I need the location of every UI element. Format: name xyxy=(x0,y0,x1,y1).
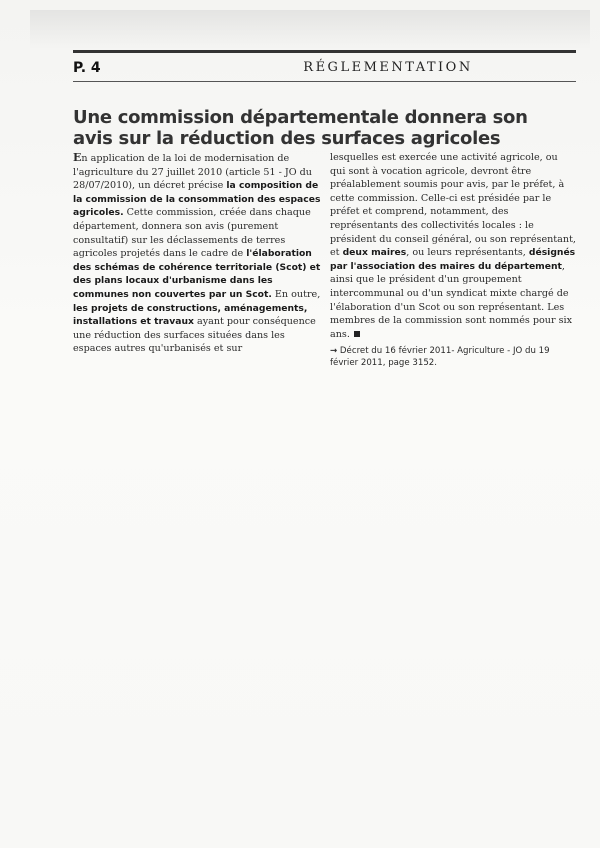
page-header xyxy=(73,50,576,84)
body-text: , ou leurs représentants, xyxy=(406,247,529,259)
body-text: En outre, xyxy=(271,288,321,300)
body-bold-text: l'élaboration des schémas de cohérence territoriale (Scot) et des plans locaux d'urbanisme dans les communes non couvertes par un Scot. xyxy=(73,248,321,300)
body-text: Cette commission, créée dans chaque département, donnera son avis (purement consultatif) sur les déclassements de terres agricoles projetés dans le cadre de xyxy=(73,207,311,260)
section-title: RÉGLEMENTATION xyxy=(303,60,473,75)
body-bold-text: la composition de la commission de la consommation des espaces agricoles. xyxy=(73,180,321,219)
header-rule-bottom xyxy=(73,81,576,82)
dropcap: E xyxy=(73,151,82,164)
source-reference xyxy=(330,346,576,369)
end-of-article-square-icon xyxy=(354,331,360,337)
header-rule-top xyxy=(73,50,576,53)
body-text: , ainsi que le président d'un groupement intercommunal ou d'un syndicat mixte chargé de l'élaboration d'un Scot ou son représentant. Les membres de la commission sont nommés pour six ans. xyxy=(330,260,573,340)
body-bold-text: deux maires xyxy=(342,247,407,259)
article-column-left xyxy=(73,151,321,356)
article-title: Une commission départementale donnera son avis sur la réduction des surfaces agricoles xyxy=(73,107,528,149)
page-number: P. 4 xyxy=(73,60,101,76)
scan-shadow xyxy=(30,10,590,48)
body-bold-text: les projets de constructions, aménagements, installations et travaux xyxy=(73,302,308,328)
arrow-right-icon: → xyxy=(330,346,338,357)
body-bold-text: désignés par l'association des maires du département xyxy=(330,247,576,272)
reference-text: Décret du 16 février 2011- Agriculture - JO du 19 février 2011, page 3152. xyxy=(330,346,550,368)
body-text: n application de la loi de modernisation de l'agriculture du 27 juillet 2010 (article 51 - JO du 28/07/2010), un décret précise xyxy=(73,153,312,192)
article-column-right xyxy=(330,151,576,369)
body-text: lesquelles est exercée une activité agricole, ou qui sont à vocation agricole, devront être préalablement soumis pour avis, par le préfet, à cette commission. Celle-ci est présidée par le préfet et comprend, notamment, des représentants des collectivités locales : le président du conseil général, ou son représentant, et xyxy=(330,152,576,259)
body-text: ayant pour conséquence une réduction des surfaces situées dans les espaces autres qu'urbanisés et sur xyxy=(73,316,316,355)
